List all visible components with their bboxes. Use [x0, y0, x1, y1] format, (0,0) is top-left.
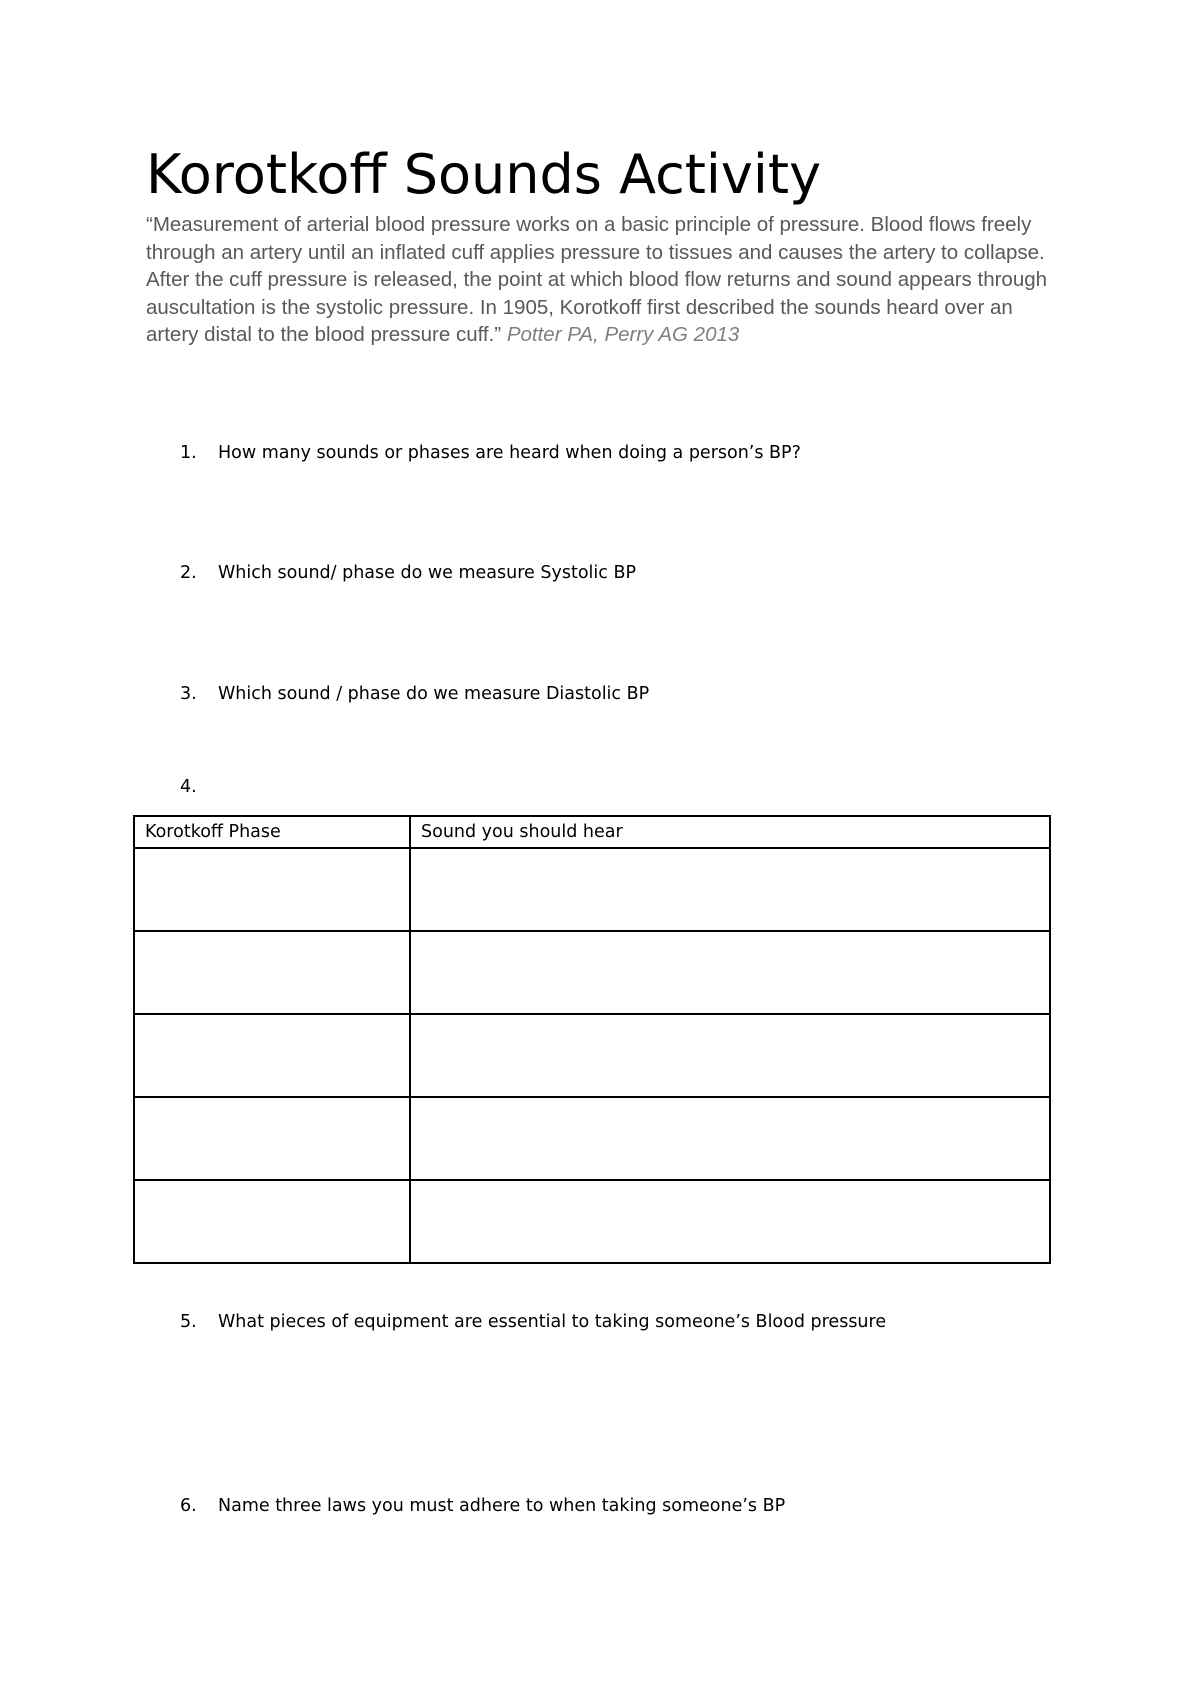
phase-cell[interactable]: [134, 931, 410, 1014]
header-korotkoff-phase: Korotkoff Phase: [134, 816, 410, 848]
phase-cell[interactable]: [134, 848, 410, 931]
table-row: [134, 1180, 1050, 1263]
question-number: 1.: [180, 443, 197, 463]
korotkoff-phase-table: [133, 815, 1051, 1264]
question-text: Which sound/ phase do we measure Systolic BP: [218, 563, 637, 583]
phase-cell[interactable]: [134, 1014, 410, 1097]
intro-text: “Measurement of arterial blood pressure works on a basic principle of pressure. Blood flows freely through an artery until an inflated cuff applies pressure to tissues and causes the artery to collapse. After the cuff pressure is released, the point at which blood flow returns and sound appears through auscultation is the systolic pressure. In 1905, Korotkoff first described the sounds heard over an artery distal to the blood pressure cuff.”: [146, 213, 1048, 347]
sound-cell[interactable]: [410, 1180, 1050, 1263]
question-6: [180, 1495, 785, 1517]
question-4: [180, 776, 218, 798]
question-1: [180, 442, 801, 464]
table-row: [134, 1097, 1050, 1180]
page-title: Korotkoff Sounds Activity: [146, 143, 822, 206]
question-5: [180, 1311, 886, 1333]
intro-quote: [146, 211, 1066, 349]
phase-cell[interactable]: [134, 1180, 410, 1263]
question-2: [180, 562, 636, 584]
phase-cell[interactable]: [134, 1097, 410, 1180]
question-number: 5.: [180, 1312, 197, 1332]
sound-cell[interactable]: [410, 848, 1050, 931]
question-number: 4.: [180, 777, 197, 797]
sound-cell[interactable]: [410, 1014, 1050, 1097]
question-text: How many sounds or phases are heard when doing a person’s BP?: [218, 443, 801, 463]
table-row: [134, 931, 1050, 1014]
table-row: [134, 848, 1050, 931]
question-3: [180, 683, 649, 705]
question-text: Which sound / phase do we measure Diastolic BP: [218, 684, 650, 704]
table-header-row: [134, 816, 1050, 848]
question-text: Name three laws you must adhere to when taking someone’s BP: [218, 1496, 786, 1516]
sound-cell[interactable]: [410, 931, 1050, 1014]
sound-cell[interactable]: [410, 1097, 1050, 1180]
table-row: [134, 1014, 1050, 1097]
question-number: 6.: [180, 1496, 197, 1516]
question-number: 3.: [180, 684, 197, 704]
citation: Potter PA, Perry AG 2013: [506, 323, 740, 347]
header-sound-you-should-hear: Sound you should hear: [410, 816, 1050, 848]
question-number: 2.: [180, 563, 197, 583]
question-text: What pieces of equipment are essential to taking someone’s Blood pressure: [218, 1312, 887, 1332]
